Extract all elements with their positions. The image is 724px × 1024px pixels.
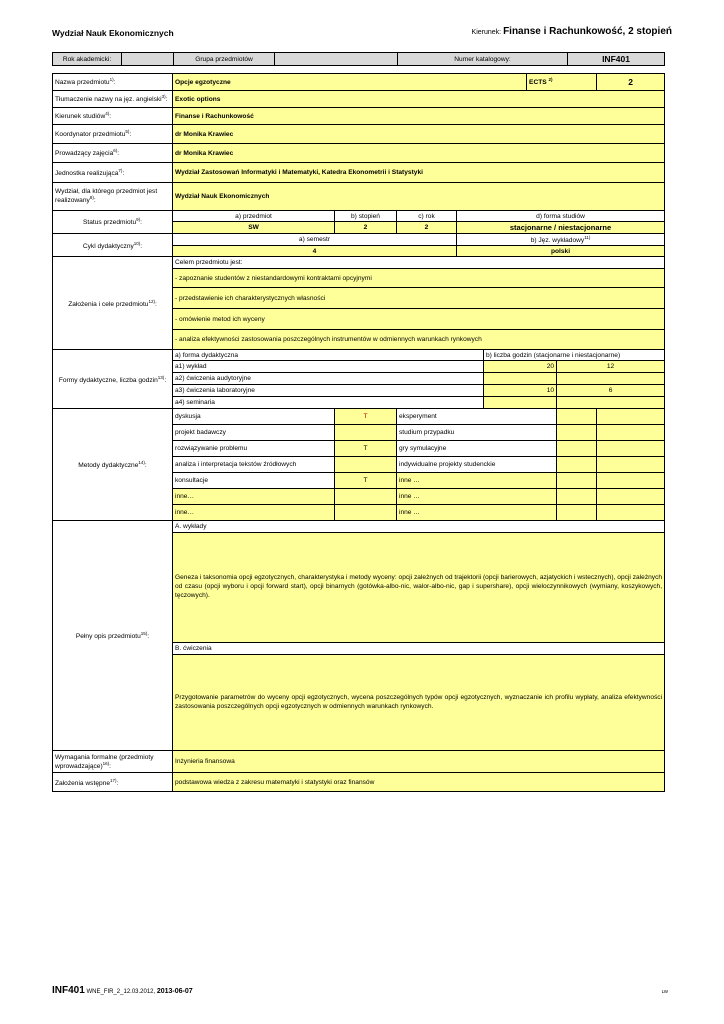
status-label: Status przedmiotu (82, 219, 137, 227)
form-stac: 10 (484, 385, 557, 397)
field-row (53, 108, 665, 125)
methods-sup: 14) (138, 460, 145, 466)
method-left: dyskusja (173, 409, 335, 425)
method-left: analiza i interpretacja tekstów źródłowych (173, 457, 335, 473)
method-row (53, 409, 665, 425)
academic-year-label: Rok akademicki: (53, 53, 122, 66)
unit-sup: 7) (118, 167, 123, 173)
method-right: studium przypadku (397, 425, 557, 441)
faculty-for-label: Wydział, dla którego przedmiot jest realizowany (55, 188, 158, 205)
coordinator-row (53, 125, 665, 144)
method-right-mark (557, 489, 597, 505)
description-sup: 15) (140, 631, 148, 637)
lecturer-label: Prowadzący zajęcia (55, 150, 114, 158)
method-right-mark2 (597, 457, 665, 473)
goal-item: - przedstawienie ich charakterystycznych własności (173, 288, 665, 309)
status-h-a: a) przedmiot (173, 211, 335, 222)
method-left-mark (335, 425, 397, 441)
field-sup: 4) (105, 111, 110, 117)
forms-h-b: b) liczba godzin (stacjonarne i niestacjonarne) (484, 350, 665, 361)
translation-label-cell: Tłumaczenie nazwy na jęz. angielski$^{3)}$: (53, 91, 173, 108)
ects-sup: 2) (548, 77, 553, 83)
forms-header-row (53, 350, 665, 361)
goal-item: - analiza efektywności zastosowania poszczególnych instrumentów w odmiennych warunkach rynkowych (173, 330, 665, 350)
method-left-mark (335, 457, 397, 473)
method-right-mark2 (597, 409, 665, 425)
method-right-mark (557, 457, 597, 473)
status-label-cell: Status przedmiotu$^{9)}$: (53, 211, 173, 234)
lecturer-label-cell: Prowadzący zajęcia$^{6)}$: (53, 144, 173, 163)
goals-intro: Celem przedmiotu jest: (173, 257, 665, 269)
form-niestac: 12 (557, 361, 665, 373)
coordinator-value: dr Monika Krawiec (173, 125, 665, 144)
method-right: inne … (397, 505, 557, 521)
faculty-for-sup: 8) (89, 195, 94, 201)
requirements-label: Wymagania formalne (przedmioty wprowadzające) (55, 753, 154, 770)
cycle-h-b: b) Jęz. wykładowy (530, 237, 585, 245)
method-right-mark2 (597, 473, 665, 489)
unit-label-cell: Jednostka realizująca$^{7)}$: (53, 163, 173, 183)
desc-a-text: Geneza i taksonomia opcji egzotycznych, charakterystyka i metody wyceny: opcji zależnych od trajektorii (opcji barierowych, azjatyckich i wstecznych), opcji zależnych od czasu (opcji wyboru i opcji forward start), opcji binarnych (gotówka-albo-nic, walor-albo-nic, gap i supershare), opcji wieloczynnikowych (wymiany, koszykowych, tęczowych). (173, 533, 665, 643)
lecturer-sup: 6) (113, 148, 118, 154)
requirements-value: Inżynieria finansowa (173, 751, 665, 773)
form-stac (484, 397, 557, 409)
ects-value: 2 (597, 74, 665, 91)
method-right: gry symulacyjne (397, 441, 557, 457)
method-right-mark2 (597, 425, 665, 441)
status-header-row (53, 211, 665, 222)
cycle-v-a: 4 (173, 246, 457, 257)
cycle-h-a: a) semestr (173, 234, 457, 246)
academic-year-value (122, 53, 174, 66)
method-right-mark (557, 425, 597, 441)
faculty-for-label-cell: Wydział, dla którego przedmiot jest realizowany$^{8)}$: (53, 183, 173, 211)
status-v-c: 2 (397, 222, 457, 234)
method-left-mark (335, 489, 397, 505)
course-name-label: Nazwa przedmiotu (55, 79, 110, 87)
lecturer-value: dr Monika Krawiec (173, 144, 665, 163)
requirements-sup: 16) (102, 760, 110, 766)
course-card-table (52, 73, 665, 792)
footer-ref: WNE_FIR_2_12.03.2012, (86, 989, 156, 995)
method-left-mark: T (335, 473, 397, 489)
method-right-mark (557, 441, 597, 457)
methods-label-cell: Metody dydaktyczne$^{14)}$: (53, 409, 173, 521)
desc-b-heading: B. ćwiczenia (173, 643, 665, 655)
unit-value: Wydział Zastosowań Informatyki i Matematyki, Katedra Ekonometrii i Statystyki (173, 163, 665, 183)
catalog-number-value: INF401 (568, 53, 665, 66)
form-niestac (557, 373, 665, 385)
course-name-label-cell: Nazwa przedmiotu$^{1)}$: (53, 74, 173, 91)
unit-label: Jednostka realizująca (55, 170, 119, 178)
faculty-for-row (53, 183, 665, 211)
prereq-label: Założenia wstępne (55, 779, 110, 787)
course-name-row (53, 74, 665, 91)
cycle-h-b-sup: 11) (584, 235, 591, 240)
footer-date: 2013-06-07 (156, 988, 193, 995)
forms-label-cell: Formy dydaktyczne, liczba godzin$^{13)}$: (53, 350, 173, 409)
form-name: a4) seminaria (173, 397, 484, 409)
method-left-mark (335, 505, 397, 521)
description-label-cell: Pełny opis przedmiotu$^{15)}$: (53, 521, 173, 751)
direction-header (472, 26, 672, 37)
faculty-for-value: Wydział Nauk Ekonomicznych (173, 183, 665, 211)
status-v-b: 2 (335, 222, 397, 234)
requirements-label-cell: Wymagania formalne (przedmioty wprowadzające)$^{16)}$: (53, 751, 173, 773)
goal-item: - omówienie metod ich wyceny (173, 309, 665, 330)
goals-intro-row (53, 257, 665, 269)
form-niestac (557, 397, 665, 409)
translation-value: Exotic options (173, 91, 665, 108)
field-label: Kierunek studiów (55, 113, 106, 121)
form-niestac: 6 (557, 385, 665, 397)
cycle-label: Cykl dydaktyczny (82, 242, 134, 250)
ects-label-cell (527, 74, 597, 91)
course-group-label: Grupa przedmiotów (174, 53, 275, 66)
status-h-c: c) rok (397, 211, 457, 222)
coordinator-sup: 5) (125, 129, 130, 135)
cycle-h-b-cell (457, 234, 665, 246)
description-label: Pełny opis przedmiotu (75, 633, 141, 641)
method-left-mark: T (335, 441, 397, 457)
footer-code: INF401 (52, 985, 85, 996)
translation-label: Tłumaczenie nazwy na jęz. angielski (55, 96, 162, 104)
forms-sup: 13) (157, 374, 165, 380)
method-right-mark2 (597, 489, 665, 505)
translation-sup: 3) (161, 94, 166, 100)
prereq-label-cell: Założenia wstępne$^{17)}$: (53, 773, 173, 792)
status-h-d: d) forma studiów (457, 211, 665, 222)
method-left-mark: T (335, 409, 397, 425)
goals-sup: 12) (148, 298, 155, 304)
method-right: indywidualne projekty studenckie (397, 457, 557, 473)
course-group-value (275, 53, 398, 66)
method-right-mark2 (597, 505, 665, 521)
desc-a-heading: A. wykłady (173, 521, 665, 533)
catalog-number-label: Numer katalogowy: (398, 53, 568, 66)
method-left: projekt badawczy (173, 425, 335, 441)
footer (52, 985, 193, 996)
methods-label: Metody dydaktyczne (78, 462, 139, 470)
goals-label: Założenia i cele przedmiotu (68, 300, 149, 308)
forms-h-a: a) forma dydaktyczna (173, 350, 484, 361)
desc-a-heading-row (53, 521, 665, 533)
cycle-header-row (53, 234, 665, 246)
field-label-cell: Kierunek studiów$^{4)}$: (53, 108, 173, 125)
method-right-mark (557, 505, 597, 521)
unit-row (53, 163, 665, 183)
method-left: konsultacje (173, 473, 335, 489)
cycle-sup: 10) (133, 240, 141, 246)
form-stac (484, 373, 557, 385)
method-left: inne… (173, 489, 335, 505)
forms-label: Formy dydaktyczne, liczba godzin (58, 376, 158, 384)
ects-label: ECTS (529, 79, 547, 87)
method-right: eksperyment (397, 409, 557, 425)
status-h-b: b) stopień (335, 211, 397, 222)
top-bar-table (52, 52, 665, 66)
lecturer-row (53, 144, 665, 163)
form-stac: 20 (484, 361, 557, 373)
method-right: inne … (397, 489, 557, 505)
status-v-d: stacjonarne / niestacjonarne (457, 222, 665, 234)
method-right-mark (557, 473, 597, 489)
form-name: a2) ćwiczenia audytoryjne (173, 373, 484, 385)
prereq-row (53, 773, 665, 792)
course-name-sup: 1) (109, 77, 114, 83)
cycle-label-cell: Cykl dydaktyczny$^{10)}$: (53, 234, 173, 257)
cycle-v-b: polski (457, 246, 665, 257)
method-right-mark2 (597, 441, 665, 457)
field-value: Finanse i Rachunkowość (173, 108, 665, 125)
method-left: rozwiązywanie problemu (173, 441, 335, 457)
status-v-a: SW (173, 222, 335, 234)
direction-label: Kierunek: (471, 29, 502, 36)
coordinator-label: Koordynator przedmiotu (55, 131, 126, 139)
method-left: inne… (173, 505, 335, 521)
prereq-sup: 17) (109, 777, 117, 783)
direction-value: Finanse i Rachunkowość, 2 stopień (503, 26, 672, 37)
form-name: a3) ćwiczenia laboratoryjne (173, 385, 484, 397)
footer-initials: LW (661, 989, 668, 994)
status-sup: 9) (136, 217, 141, 223)
translation-row (53, 91, 665, 108)
method-right-mark (557, 409, 597, 425)
course-name-value: Opcje egzotyczne (173, 74, 527, 91)
coordinator-label-cell: Koordynator przedmiotu$^{5)}$: (53, 125, 173, 144)
form-name: a1) wykład (173, 361, 484, 373)
goal-item: - zapoznanie studentów z niestandardowymi kontraktami opcyjnymi (173, 269, 665, 288)
faculty-header: Wydział Nauk Ekonomicznych (52, 28, 174, 38)
requirements-row (53, 751, 665, 773)
desc-b-text: Przygotowanie parametrów do wyceny opcji egzotycznych, wycena poszczególnych typów opcji egzotycznych, wyznaczanie ich profilu wypłaty, analiza efektywności zastosowania poszczególnych opcji egzotycznych w odmiennych warunkach rynkowych. (173, 655, 665, 751)
prereq-value: podstawowa wiedza z zakresu matematyki i statystyki oraz finansów (173, 773, 665, 792)
method-right: inne … (397, 473, 557, 489)
goals-label-cell: Założenia i cele przedmiotu$^{12)}$: (53, 257, 173, 350)
